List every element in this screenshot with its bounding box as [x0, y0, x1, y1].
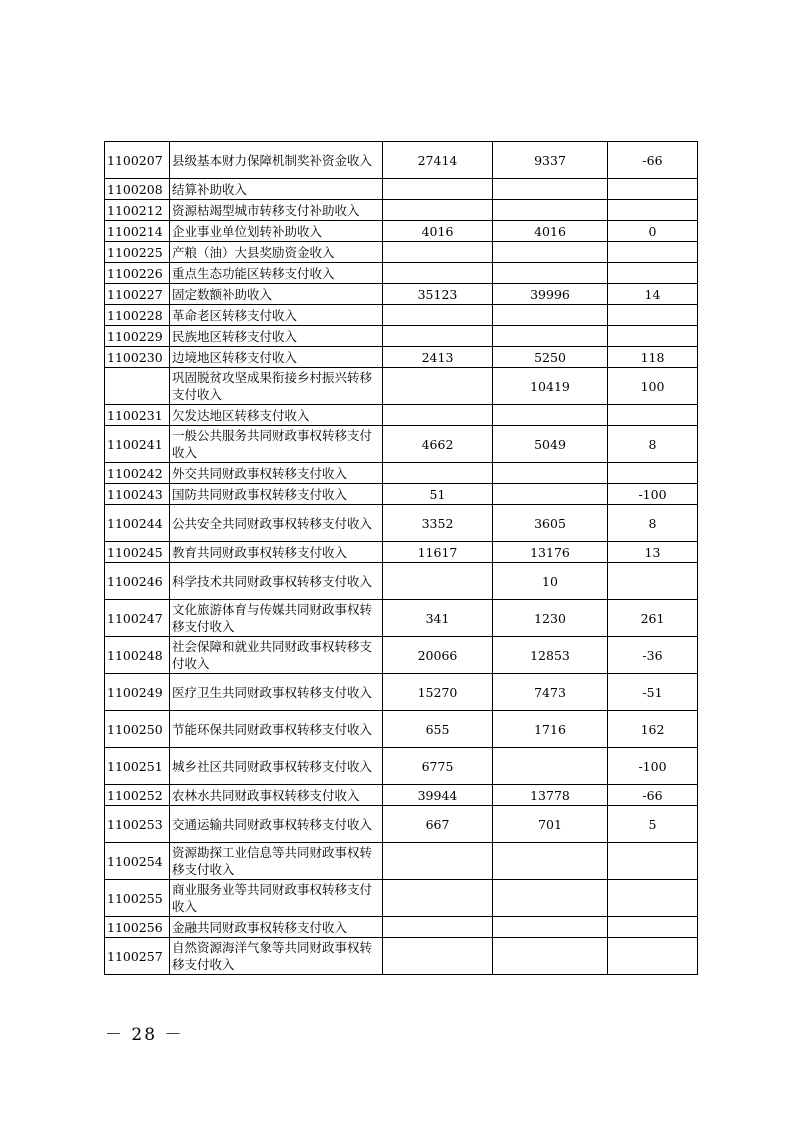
row-value-3-cell: 8	[608, 426, 698, 463]
row-name-cell: 一般公共服务共同财政事权转移支付收入	[170, 426, 383, 463]
row-code-cell: 1100254	[105, 843, 170, 880]
row-name-cell: 资源勘探工业信息等共同财政事权转移支付收入	[170, 843, 383, 880]
row-value-2-cell	[493, 880, 608, 917]
row-code-cell	[105, 368, 170, 405]
row-value-3-cell: 13	[608, 542, 698, 563]
table-row	[105, 938, 698, 975]
row-value-2-cell	[493, 263, 608, 284]
row-name-cell: 县级基本财力保障机制奖补资金收入	[170, 142, 383, 179]
row-value-2-cell: 10419	[493, 368, 608, 405]
table-row	[105, 806, 698, 843]
row-value-1-cell: 3352	[383, 505, 493, 542]
table-row	[105, 426, 698, 463]
row-value-2-cell: 701	[493, 806, 608, 843]
row-value-3-cell	[608, 263, 698, 284]
row-value-2-cell: 3605	[493, 505, 608, 542]
row-value-3-cell: -100	[608, 484, 698, 505]
row-value-3-cell	[608, 843, 698, 880]
row-code-cell: 1100207	[105, 142, 170, 179]
row-code-cell: 1100242	[105, 463, 170, 484]
row-code-cell: 1100214	[105, 221, 170, 242]
row-value-1-cell	[383, 463, 493, 484]
row-value-3-cell: 118	[608, 347, 698, 368]
row-value-1-cell: 39944	[383, 785, 493, 806]
row-code-cell: 1100241	[105, 426, 170, 463]
row-value-1-cell	[383, 305, 493, 326]
row-value-1-cell: 6775	[383, 748, 493, 785]
row-name-cell: 民族地区转移支付收入	[170, 326, 383, 347]
row-name-cell: 商业服务业等共同财政事权转移支付收入	[170, 880, 383, 917]
row-value-3-cell: -51	[608, 674, 698, 711]
row-value-3-cell: 8	[608, 505, 698, 542]
row-name-cell: 城乡社区共同财政事权转移支付收入	[170, 748, 383, 785]
row-code-cell: 1100248	[105, 637, 170, 674]
row-value-1-cell: 27414	[383, 142, 493, 179]
row-value-3-cell: 100	[608, 368, 698, 405]
table-row	[105, 405, 698, 426]
table-row	[105, 263, 698, 284]
table-row	[105, 326, 698, 347]
row-value-1-cell	[383, 843, 493, 880]
row-value-2-cell	[493, 748, 608, 785]
table-row	[105, 880, 698, 917]
row-name-cell: 革命老区转移支付收入	[170, 305, 383, 326]
row-code-cell: 1100257	[105, 938, 170, 975]
row-code-cell: 1100247	[105, 600, 170, 637]
row-code-cell: 1100231	[105, 405, 170, 426]
row-value-2-cell	[493, 843, 608, 880]
row-value-1-cell	[383, 326, 493, 347]
table-row	[105, 221, 698, 242]
row-value-2-cell	[493, 326, 608, 347]
row-name-cell: 欠发达地区转移支付收入	[170, 405, 383, 426]
table-row	[105, 674, 698, 711]
row-value-2-cell	[493, 463, 608, 484]
row-code-cell: 1100252	[105, 785, 170, 806]
row-name-cell: 结算补助收入	[170, 179, 383, 200]
row-name-cell: 边境地区转移支付收入	[170, 347, 383, 368]
table-row	[105, 748, 698, 785]
table-row	[105, 563, 698, 600]
row-code-cell: 1100208	[105, 179, 170, 200]
row-code-cell: 1100244	[105, 505, 170, 542]
row-value-3-cell: -100	[608, 748, 698, 785]
row-value-2-cell	[493, 917, 608, 938]
row-value-2-cell: 13778	[493, 785, 608, 806]
table-row	[105, 843, 698, 880]
table-row	[105, 368, 698, 405]
row-value-3-cell: 162	[608, 711, 698, 748]
row-value-3-cell	[608, 179, 698, 200]
row-value-2-cell	[493, 242, 608, 263]
row-value-1-cell: 35123	[383, 284, 493, 305]
row-value-2-cell: 9337	[493, 142, 608, 179]
row-value-3-cell: -66	[608, 785, 698, 806]
row-value-2-cell	[493, 484, 608, 505]
table-row	[105, 637, 698, 674]
row-value-2-cell: 5250	[493, 347, 608, 368]
row-value-1-cell: 655	[383, 711, 493, 748]
row-name-cell: 产粮（油）大县奖励资金收入	[170, 242, 383, 263]
row-value-3-cell: 0	[608, 221, 698, 242]
row-name-cell: 外交共同财政事权转移支付收入	[170, 463, 383, 484]
row-code-cell: 1100229	[105, 326, 170, 347]
row-value-1-cell: 11617	[383, 542, 493, 563]
row-value-1-cell: 20066	[383, 637, 493, 674]
row-value-2-cell: 7473	[493, 674, 608, 711]
table-row	[105, 505, 698, 542]
row-value-3-cell	[608, 305, 698, 326]
row-value-1-cell	[383, 200, 493, 221]
row-code-cell: 1100255	[105, 880, 170, 917]
row-name-cell: 重点生态功能区转移支付收入	[170, 263, 383, 284]
row-value-1-cell	[383, 179, 493, 200]
row-value-2-cell	[493, 405, 608, 426]
row-value-2-cell	[493, 200, 608, 221]
row-code-cell: 1100253	[105, 806, 170, 843]
table-row	[105, 484, 698, 505]
row-code-cell: 1100230	[105, 347, 170, 368]
table-row	[105, 917, 698, 938]
row-name-cell: 金融共同财政事权转移支付收入	[170, 917, 383, 938]
row-value-1-cell	[383, 563, 493, 600]
table-row	[105, 542, 698, 563]
row-value-3-cell	[608, 563, 698, 600]
row-value-3-cell	[608, 917, 698, 938]
row-value-2-cell	[493, 305, 608, 326]
row-code-cell: 1100256	[105, 917, 170, 938]
table-row	[105, 142, 698, 179]
row-name-cell: 节能环保共同财政事权转移支付收入	[170, 711, 383, 748]
row-value-2-cell: 12853	[493, 637, 608, 674]
row-name-cell: 巩固脱贫攻坚成果衔接乡村振兴转移支付收入	[170, 368, 383, 405]
row-value-3-cell: -36	[608, 637, 698, 674]
page-number: － 28 －	[105, 1025, 184, 1045]
row-name-cell: 企业事业单位划转补助收入	[170, 221, 383, 242]
row-value-3-cell	[608, 242, 698, 263]
row-name-cell: 社会保障和就业共同财政事权转移支付收入	[170, 637, 383, 674]
row-value-2-cell: 1716	[493, 711, 608, 748]
row-value-2-cell: 10	[493, 563, 608, 600]
table-row	[105, 179, 698, 200]
table-row	[105, 200, 698, 221]
table-row	[105, 600, 698, 637]
row-value-1-cell	[383, 880, 493, 917]
row-code-cell: 1100226	[105, 263, 170, 284]
row-value-3-cell	[608, 463, 698, 484]
row-value-3-cell	[608, 405, 698, 426]
row-code-cell: 1100251	[105, 748, 170, 785]
row-value-1-cell: 2413	[383, 347, 493, 368]
row-name-cell: 资源枯竭型城市转移支付补助收入	[170, 200, 383, 221]
row-code-cell: 1100243	[105, 484, 170, 505]
row-value-2-cell: 39996	[493, 284, 608, 305]
row-name-cell: 文化旅游体育与传媒共同财政事权转移支付收入	[170, 600, 383, 637]
table-row	[105, 711, 698, 748]
row-value-2-cell: 1230	[493, 600, 608, 637]
row-value-1-cell	[383, 938, 493, 975]
table-row	[105, 785, 698, 806]
row-code-cell: 1100225	[105, 242, 170, 263]
row-code-cell: 1100212	[105, 200, 170, 221]
row-name-cell: 自然资源海洋气象等共同财政事权转移支付收入	[170, 938, 383, 975]
row-name-cell: 公共安全共同财政事权转移支付收入	[170, 505, 383, 542]
row-value-1-cell	[383, 263, 493, 284]
row-value-3-cell	[608, 880, 698, 917]
table-row	[105, 284, 698, 305]
row-value-3-cell: -66	[608, 142, 698, 179]
row-name-cell: 医疗卫生共同财政事权转移支付收入	[170, 674, 383, 711]
row-value-1-cell	[383, 917, 493, 938]
row-value-1-cell: 4662	[383, 426, 493, 463]
row-value-1-cell: 51	[383, 484, 493, 505]
row-code-cell: 1100245	[105, 542, 170, 563]
row-name-cell: 农林水共同财政事权转移支付收入	[170, 785, 383, 806]
row-value-1-cell: 341	[383, 600, 493, 637]
row-value-2-cell	[493, 179, 608, 200]
row-value-3-cell: 261	[608, 600, 698, 637]
row-name-cell: 科学技术共同财政事权转移支付收入	[170, 563, 383, 600]
table-row	[105, 305, 698, 326]
row-value-2-cell: 4016	[493, 221, 608, 242]
row-value-1-cell	[383, 242, 493, 263]
row-code-cell: 1100250	[105, 711, 170, 748]
row-value-1-cell: 15270	[383, 674, 493, 711]
row-value-3-cell	[608, 938, 698, 975]
row-value-1-cell: 667	[383, 806, 493, 843]
row-name-cell: 交通运输共同财政事权转移支付收入	[170, 806, 383, 843]
row-name-cell: 教育共同财政事权转移支付收入	[170, 542, 383, 563]
table-row	[105, 463, 698, 484]
row-value-3-cell	[608, 326, 698, 347]
row-code-cell: 1100249	[105, 674, 170, 711]
row-value-2-cell	[493, 938, 608, 975]
budget-table	[104, 141, 698, 975]
row-value-1-cell	[383, 405, 493, 426]
row-value-2-cell: 13176	[493, 542, 608, 563]
row-value-2-cell: 5049	[493, 426, 608, 463]
row-value-3-cell: 14	[608, 284, 698, 305]
row-value-1-cell	[383, 368, 493, 405]
row-name-cell: 国防共同财政事权转移支付收入	[170, 484, 383, 505]
row-value-3-cell	[608, 200, 698, 221]
row-name-cell: 固定数额补助收入	[170, 284, 383, 305]
row-code-cell: 1100228	[105, 305, 170, 326]
row-code-cell: 1100246	[105, 563, 170, 600]
table-row	[105, 242, 698, 263]
table-row	[105, 347, 698, 368]
row-value-3-cell: 5	[608, 806, 698, 843]
row-value-1-cell: 4016	[383, 221, 493, 242]
row-code-cell: 1100227	[105, 284, 170, 305]
budget-table-body	[105, 142, 698, 975]
